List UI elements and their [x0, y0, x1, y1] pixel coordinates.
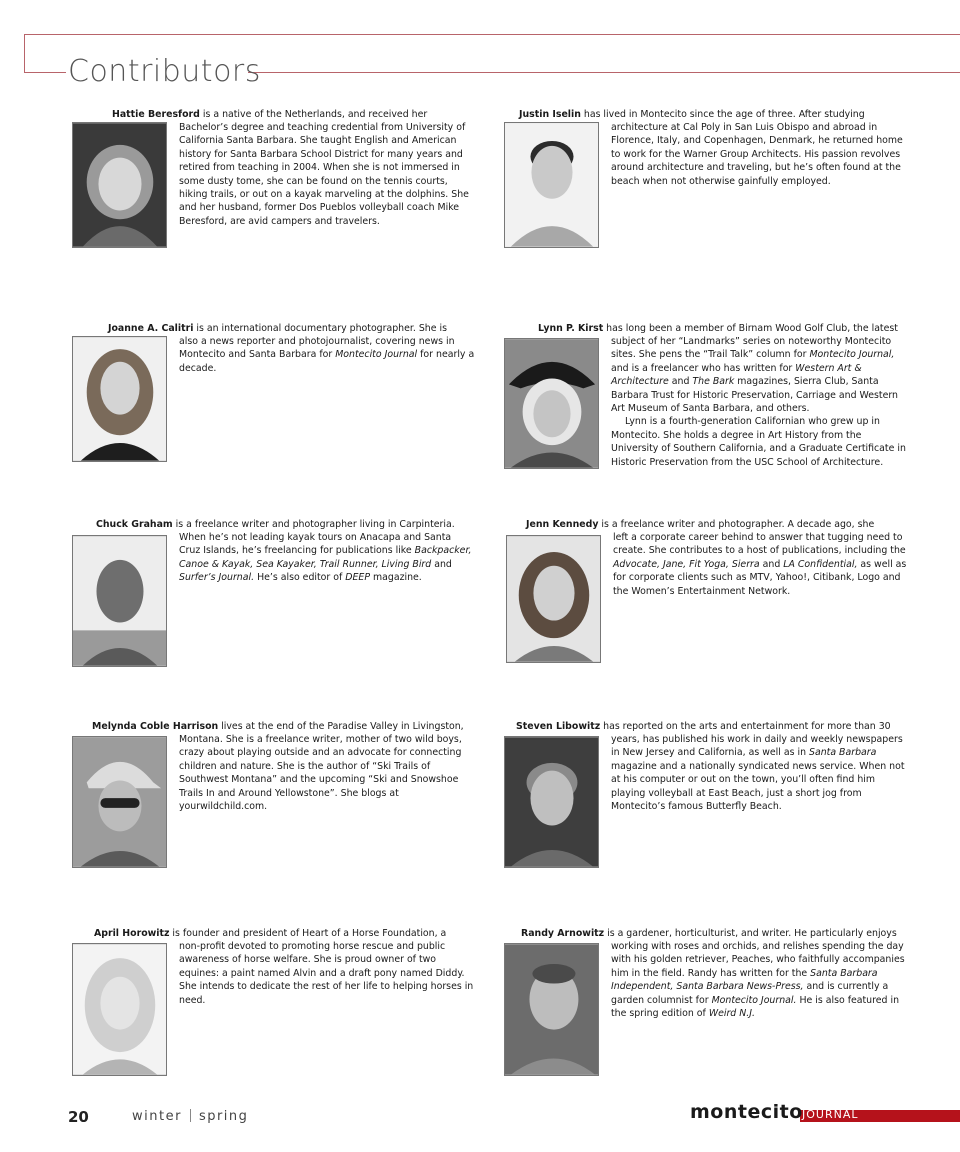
contributor-photo	[72, 736, 167, 868]
contributor-photo	[72, 336, 167, 462]
contributor-lead	[504, 322, 904, 335]
lead-text: is founder and president of Heart of a Horse Foundation, a	[169, 928, 447, 939]
contributor-entry	[72, 322, 475, 492]
title-rule-left	[24, 72, 66, 73]
contributor-photo	[504, 338, 599, 469]
issue-season	[132, 1109, 248, 1124]
contributor-bio	[611, 733, 907, 813]
lead-text: is a gardener, horticulturist, and writer. He particularly enjoys	[604, 928, 897, 939]
contributor-lead	[504, 927, 904, 940]
page-title: Contributors	[68, 54, 261, 89]
portrait-image	[505, 737, 598, 867]
contributor-photo	[72, 943, 167, 1076]
contributor-lead	[506, 518, 906, 531]
contributor-lead	[504, 108, 904, 121]
contributor-name: Justin Iselin	[519, 109, 581, 120]
contributor-entry	[72, 518, 472, 688]
contributor-name: Joanne A. Calitri	[108, 323, 194, 334]
contributor-bio	[613, 531, 909, 598]
portrait-image	[505, 339, 598, 468]
season-spring: spring	[198, 1109, 249, 1124]
portrait-image	[73, 337, 166, 461]
bio-paragraph: non-profit devoted to promoting horse rescue and public awareness of horse welfare. She is proud owner of two equines: a paint named Alvin and a draft pony named Diddy. She intends to dedicate the rest of her life to helping horses in need.	[179, 941, 474, 1006]
portrait-image	[73, 737, 166, 867]
bio-paragraph: working with roses and orchids, and relishes spending the day with his golden retriever, Peaches, who faithfully accompanies him in the field. Randy has written for the Santa Barbara Independent, Santa Barbara News-Press, and is currently a garden columnist for Montecito Journal. He is also featured in the spring edition of Weird N.J.	[611, 941, 905, 1020]
portrait-image	[73, 123, 166, 247]
contributor-name: Jenn Kennedy	[526, 519, 599, 530]
contributor-bio	[611, 940, 907, 1020]
portrait-image	[505, 944, 598, 1075]
lead-text: has long been a member of Birnam Wood Golf Club, the latest	[603, 323, 898, 334]
season-winter: winter	[132, 1109, 182, 1124]
contributor-bio	[179, 733, 475, 813]
lead-text: is a freelance writer and photographer living in Carpinteria.	[172, 519, 455, 530]
contributor-photo	[72, 535, 167, 667]
contributor-name: Randy Arnowitz	[521, 928, 605, 939]
contributor-name: Melynda Coble Harrison	[92, 721, 219, 732]
contributor-name: Steven Libowitz	[516, 721, 601, 732]
contributor-bio	[179, 121, 475, 228]
contributor-entry	[506, 518, 906, 688]
contributor-lead	[504, 720, 904, 733]
contributor-lead	[72, 927, 472, 940]
contributor-entry	[504, 322, 904, 492]
lead-text: has reported on the arts and entertainment for more than 30	[600, 721, 891, 732]
contributor-photo	[72, 122, 167, 248]
bio-paragraph: also a news reporter and photojournalist, covering news in Montecito and Santa Barbara for Montecito Journal for nearly a decade.	[179, 336, 475, 374]
contributor-photo	[504, 943, 599, 1076]
contributor-entry	[504, 927, 904, 1097]
contributor-bio	[179, 940, 475, 1007]
contributor-entry	[72, 108, 472, 278]
lead-text: is an international documentary photographer. She is	[193, 323, 447, 334]
bio-paragraph: years, has published his work in daily and weekly newspapers in New Jersey and California, as well as in Santa Barbara magazine and a nationally syndicated news service. When not at his computer or out on the town, you’ll often find him playing volleyball at East Beach, just a short jog from Montecito’s famous Butterfly Beach.	[611, 734, 905, 813]
contributor-bio	[611, 121, 907, 188]
contributor-entry	[72, 927, 472, 1097]
bio-paragraph: subject of her “Landmarks” series on noteworthy Montecito sites. She pens the “Trail Talk” column for Montecito Journal, and is a freelancer who has written for Western Art & Architecture and The Bark magazines, Sierra Club, Santa Barbara Trust for Historic Preservation, Carriage and Western Art Museum of Santa Barbara, and others.	[611, 336, 898, 415]
title-rule-right	[248, 72, 960, 73]
brand-logo-text: montecito	[690, 1101, 803, 1123]
portrait-image	[73, 536, 166, 666]
season-divider	[190, 1109, 191, 1122]
bio-paragraph: When he’s not leading kayak tours on Anacapa and Santa Cruz Islands, he’s freelancing for publications like Backpacker, Canoe & Kayak, Sea Kayaker, Trail Runner, Living Bird and Surfer’s Journal. He’s also editor of DEEP magazine.	[179, 532, 472, 584]
portrait-image	[507, 536, 600, 662]
contributor-entry	[504, 720, 904, 890]
bio-paragraph: left a corporate career behind to answer that tugging need to create. She contributes to a host of publications, including the Advocate, Jane, Fit Yoga, Sierra and LA Confidential, as well as for corporate clients such as MTV, Yahoo!, Citibank, Logo and the Women’s Entertainment Network.	[613, 532, 907, 597]
lead-text: is a freelance writer and photographer. A decade ago, she	[598, 519, 875, 530]
contributor-lead	[72, 108, 472, 121]
bio-paragraph: architecture at Cal Poly in San Luis Obispo and abroad in Florence, Italy, and Copenhagen, Denmark, he returned home to work for the Warner Group Architects. His passion revolves around architecture and traveling, but he’s often found at the beach when not otherwise gainfully employed.	[611, 122, 903, 187]
bio-paragraph: Lynn is a fourth-generation Californian who grew up in Montecito. She holds a degree in Art History from the University of Southern California, and a Graduate Certificate in Historic Preservation from the USC School of Architecture.	[611, 416, 906, 468]
contributor-name: Hattie Beresford	[112, 109, 200, 120]
bio-paragraph: Montana. She is a freelance writer, mother of two wild boys, crazy about playing outside and an advocate for connecting children and nature. She is the author of “Ski Trails of Southwest Montana” and the upcoming “Ski and Snowshoe Trails In and Around Yellowstone”. She blogs at yourwildchild.com.	[179, 734, 462, 813]
page-number: 20	[68, 1108, 89, 1126]
contributor-bio	[611, 335, 907, 469]
contributor-name: Lynn P. Kirst	[538, 323, 604, 334]
contributor-name: Chuck Graham	[96, 519, 173, 530]
lead-text: has lived in Montecito since the age of three. After studying	[580, 109, 865, 120]
bio-paragraph: Bachelor’s degree and teaching credential from University of California Santa Barbara. She taught English and American history for Santa Barbara School District for many years and retired from teaching in 2004. When she is not immersed in some dusty tome, she can be found on the tennis courts, hiking trails, or out on a kayak marveling at the dolphins. She and her husband, former Dos Pueblos volleyball coach Mike Beresford, are avid campers and travelers.	[179, 122, 469, 227]
contributor-lead	[72, 720, 472, 733]
contributor-bio	[179, 531, 475, 585]
lead-text: is a native of the Netherlands, and received her	[199, 109, 428, 120]
contributor-photo	[504, 736, 599, 868]
contributor-photo	[506, 535, 601, 663]
lead-text: lives at the end of the Paradise Valley in Livingston,	[218, 721, 464, 732]
contributor-bio	[179, 322, 475, 375]
contributor-lead	[72, 518, 472, 531]
brand-logo-subtext: JOURNAL	[802, 1108, 859, 1121]
contributor-entry	[504, 108, 904, 278]
portrait-image	[505, 123, 598, 247]
portrait-image	[73, 944, 166, 1075]
contributor-name: April Horowitz	[94, 928, 170, 939]
contributor-entry	[72, 720, 472, 890]
contributor-photo	[504, 122, 599, 248]
